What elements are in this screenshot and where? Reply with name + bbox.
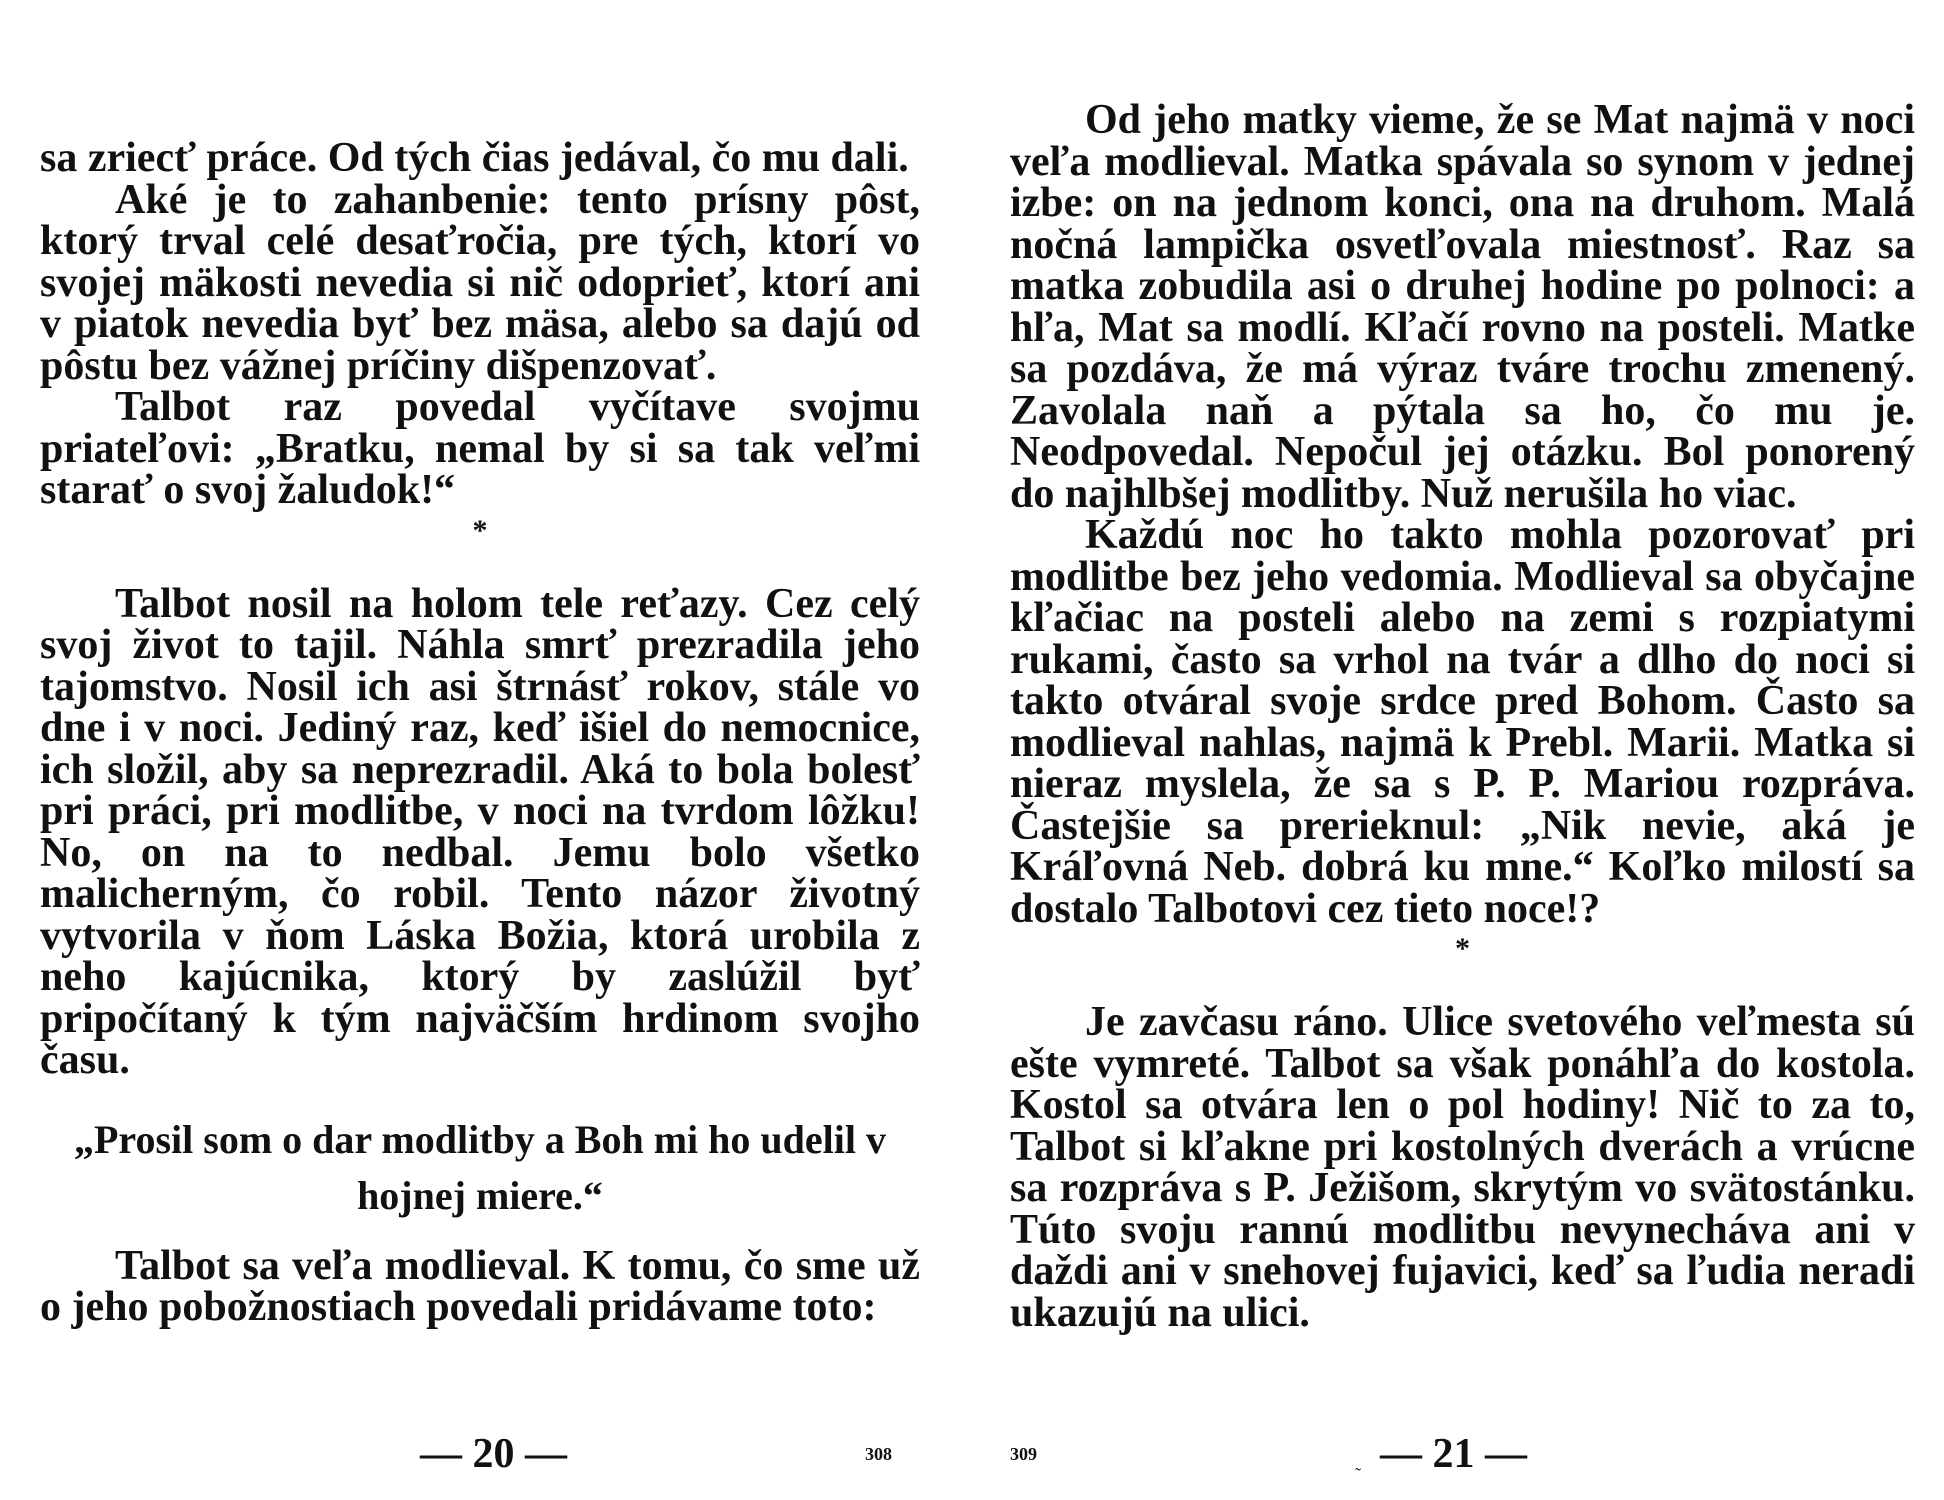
- stray-mark: ˷: [1355, 1451, 1361, 1471]
- section-heading: „Prosil som o dar modlitby a Boh mi ho udelil v hojnej miere.“: [74, 1116, 886, 1218]
- paragraph: Každú noc ho takto mohla pozorovať pri modlitbe bez jeho vedomia. Modlieval sa obyčajne kľačiac na posteli alebo na zemi s rozpiatymi rukami, často sa vrhol na tvár a dlho do noci si takto otváral svoje srdce pred Bohom. Často sa modlieval nahlas, najmä k Prebl. Marii. Matka si nieraz myslela, že sa s P. P. Mariou rozpráva. Častejšie sa prerieknul: „Nik nevie, aká je Kráľovná Neb. dobrá ku mne.“ Koľko milostí sa dostalo Talbotovi cez tieto noce!?: [1010, 512, 1915, 932]
- paragraph: Od jeho matky vieme, že se Mat najmä v noci veľa modlieval. Matka spávala so synom v jednej izbe: on na jednom konci, ona na druhom. Malá nočná lampička osvetľovala miestnosť. Raz sa matka zobudila asi o druhej hodine po polnoci: a hľa, Mat sa modlí. Kľačí rovno na posteli. Matke sa pozdáva, že má výraz tváre trochu zmenený. Zavolala naň a pýtala sa ho, čo mu je. Neodpovedal. Nepočul jej otázku. Bol ponorený do najhlbšej modlitby. Nuž nerušila ho viac.: [1010, 97, 1915, 517]
- paragraph: Je zavčasu ráno. Ulice svetového veľmesta sú ešte vymreté. Talbot sa však ponáhľa do kostola. Kostol sa otvára len o pol hodiny! Nič to za to, Talbot si kľakne pri kostolných dverách a vrúcne sa rozpráva s P. Ježišom, skrytým vo svätostánku. Túto svoju rannú modlitbu nevynecháva ani v daždi ani v snehovej fujavici, keď sa ľudia neradi ukazujú na ulici.: [1010, 999, 1915, 1336]
- paragraph: Talbot raz povedal vyčítave svojmu priateľovi: „Bratku, nemal by si sa tak veľmi starať o svoj žaludok!“: [40, 384, 920, 513]
- left-text-column: [40, 135, 920, 1330]
- right-text-column: [1010, 97, 1915, 1336]
- page-number: — 20 —: [420, 1431, 567, 1477]
- section-separator: *: [472, 513, 488, 547]
- right-page: [1010, 0, 1915, 1500]
- page-number: — 21 —: [1380, 1431, 1527, 1477]
- section-separator: *: [1455, 932, 1470, 965]
- paragraph: Aké je to zahanbenie: tento prísny pôst, ktorý trval celé desaťročia, pre tých, ktorí vo svojej mäkosti nevedia si nič odoprieť, ktorí ani v piatok nevedia byť bez mäsa, alebo sa dajú od pôstu bez vážnej príčiny dišpenzovať.: [40, 176, 920, 389]
- left-page: [40, 0, 920, 1500]
- paragraph: sa zriecť práce. Od tých čias jedával, čo mu dali.: [40, 135, 909, 181]
- paragraph: Talbot sa veľa modlieval. K tomu, čo sme už o jeho pobožnostiach povedali pridávame toto:: [40, 1242, 920, 1330]
- margin-number: 308: [865, 1444, 892, 1464]
- margin-number: 309: [1010, 1444, 1037, 1464]
- paragraph: Talbot nosil na holom tele reťazy. Cez celý svoj život to tajil. Náhla smrť prezradila jeho tajomstvo. Nosil ich asi štrnásť rokov, stále vo dne i v noci. Jediný raz, keď išiel do nemocnice, ich složil, aby sa neprezradil. Aká to bola bolesť pri práci, pri modlitbe, v noci na tvrdom lôžku! No, on na to nedbal. Jemu bolo všetko malicherným, čo robil. Tento názor životný vytvorila v ňom Láska Božia, ktorá urobila z neho kajúcnika, ktorý by zaslúžil byť pripočítaný k tým najväčším hrdinom svojho času.: [40, 580, 920, 1083]
